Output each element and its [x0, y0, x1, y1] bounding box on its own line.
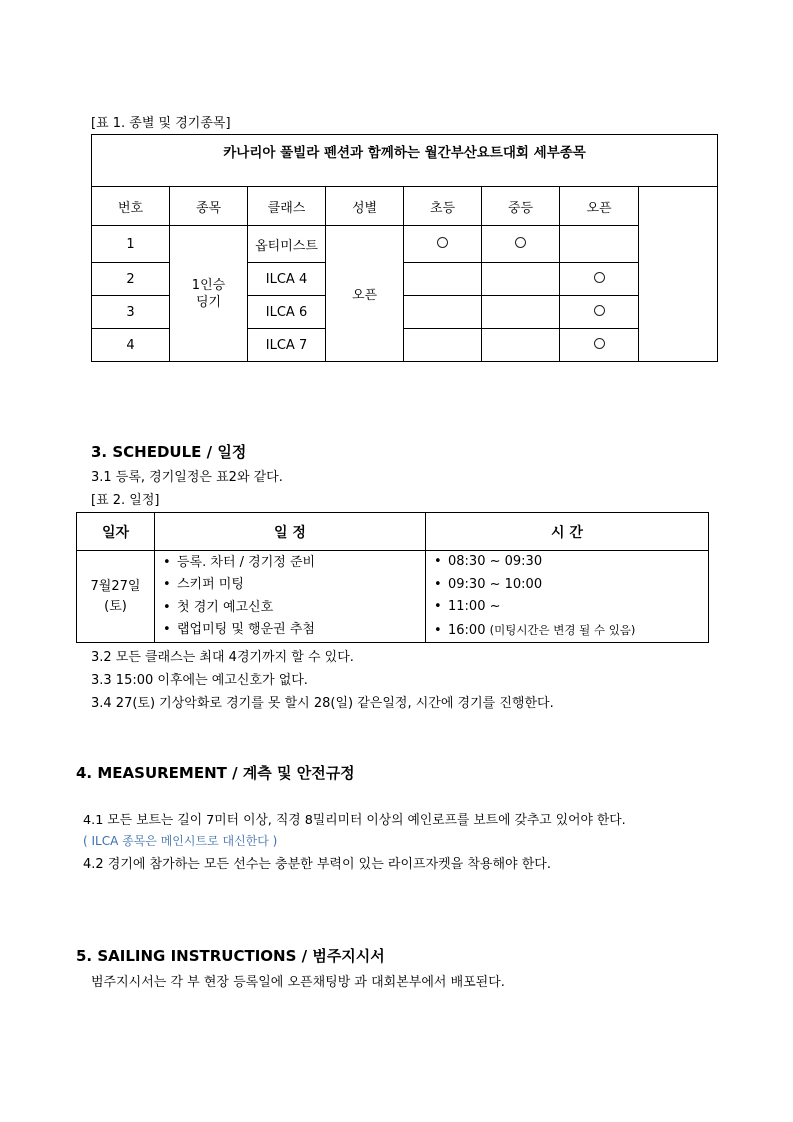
empty-column — [639, 187, 718, 362]
header-cell: 일자 — [77, 513, 155, 551]
mark-cell — [404, 296, 482, 329]
section5-text: 범주지시서는 각 부 현장 등록일에 오픈채팅방 과 대회본부에서 배포된다. — [91, 975, 505, 990]
date-line: 7월27일 — [90, 578, 141, 594]
mark-cell — [560, 296, 639, 329]
header-cell: 시 간 — [426, 513, 709, 551]
section4-note: ( ILCA 종목은 메인시트로 대신한다 ) — [83, 834, 278, 848]
header-cell: 초등 — [404, 187, 482, 226]
header-cell: 클래스 — [248, 187, 326, 226]
section3-heading: 3. SCHEDULE / 일정 — [91, 443, 247, 461]
time-item: • 16:00 (미팅시간은 변경 될 수 있음) — [434, 622, 636, 638]
time-item: • 09:30 ~ 10:00 — [434, 576, 543, 592]
mark-cell — [560, 226, 639, 263]
mark-cell — [404, 329, 482, 362]
header-cell: 성별 — [326, 187, 404, 226]
section5-heading: 5. SAILING INSTRUCTIONS / 범주지시서 — [76, 947, 385, 965]
table1-title: 카나리아 풀빌라 펜션과 함께하는 월간부산요트대회 세부종목 — [92, 135, 718, 187]
circle-mark-icon — [515, 237, 526, 248]
time-cell — [426, 551, 709, 643]
events-table — [91, 134, 718, 362]
table2-caption: [표 2. 일정] — [91, 493, 160, 508]
mark-cell — [404, 226, 482, 263]
section3-1: 3.1 등록, 경기일정은 표2와 같다. — [91, 470, 283, 485]
row-number: 1 — [92, 226, 170, 263]
row-number: 4 — [92, 329, 170, 362]
class-cell: ILCA 7 — [248, 329, 326, 362]
schedule-table — [76, 512, 709, 643]
schedule-item: • 랩업미팅 및 행운권 추첨 — [163, 622, 315, 637]
class-cell: ILCA 4 — [248, 263, 326, 296]
circle-mark-icon — [594, 272, 605, 283]
header-cell: 오픈 — [560, 187, 639, 226]
table1-caption: [표 1. 종별 및 경기종목] — [91, 116, 231, 131]
row-number: 3 — [92, 296, 170, 329]
mark-cell — [482, 329, 560, 362]
time-item: • 08:30 ~ 09:30 — [434, 554, 543, 569]
circle-mark-icon — [594, 338, 605, 349]
mark-cell — [404, 263, 482, 296]
row-number: 2 — [92, 263, 170, 296]
mark-cell — [482, 226, 560, 263]
time-item: • 11:00 ~ — [434, 599, 501, 614]
class-cell: ILCA 6 — [248, 296, 326, 329]
section4-2: 4.2 경기에 참가하는 모든 선수는 충분한 부력이 있는 라이프자켓을 착용해야 한다. — [83, 857, 551, 872]
schedule-item: • 등록. 차터 / 경기정 준비 — [163, 554, 316, 570]
date-cell — [77, 551, 155, 643]
circle-mark-icon — [437, 237, 448, 248]
section3-4: 3.4 27(토) 기상악화로 경기를 못 할시 28(일) 같은일정, 시간에 경기를 진행한다. — [91, 696, 554, 711]
section3-2: 3.2 모든 클래스는 최대 4경기까지 할 수 있다. — [91, 650, 354, 665]
section4-1: 4.1 모든 보트는 길이 7미터 이상, 직경 8밀리미터 이상의 예인로프를 보트에 갖추고 있어야 한다. — [83, 813, 626, 828]
class-cell: 옵티미스트 — [248, 226, 326, 263]
schedule-item: • 스키퍼 미팅 — [163, 577, 244, 592]
section4-heading: 4. MEASUREMENT / 계측 및 안전규정 — [76, 764, 355, 782]
mark-cell — [482, 263, 560, 296]
schedule-item: • 첫 경기 예고신호 — [163, 599, 274, 615]
circle-mark-icon — [594, 305, 605, 316]
schedule-cell — [155, 551, 426, 643]
mark-cell — [560, 329, 639, 362]
time-note: (미팅시간은 변경 될 수 있음) — [489, 622, 636, 637]
mark-cell — [560, 263, 639, 296]
header-cell: 종목 — [170, 187, 248, 226]
gender-cell: 오픈 — [326, 226, 404, 362]
mark-cell — [482, 296, 560, 329]
header-cell: 번호 — [92, 187, 170, 226]
section3-3: 3.3 15:00 이후에는 예고신호가 없다. — [91, 673, 308, 688]
header-cell: 중등 — [482, 187, 560, 226]
header-cell: 일 정 — [155, 513, 426, 551]
date-weekday: (토) — [104, 598, 127, 614]
event-cell: 1인승 딩기 — [170, 226, 248, 362]
